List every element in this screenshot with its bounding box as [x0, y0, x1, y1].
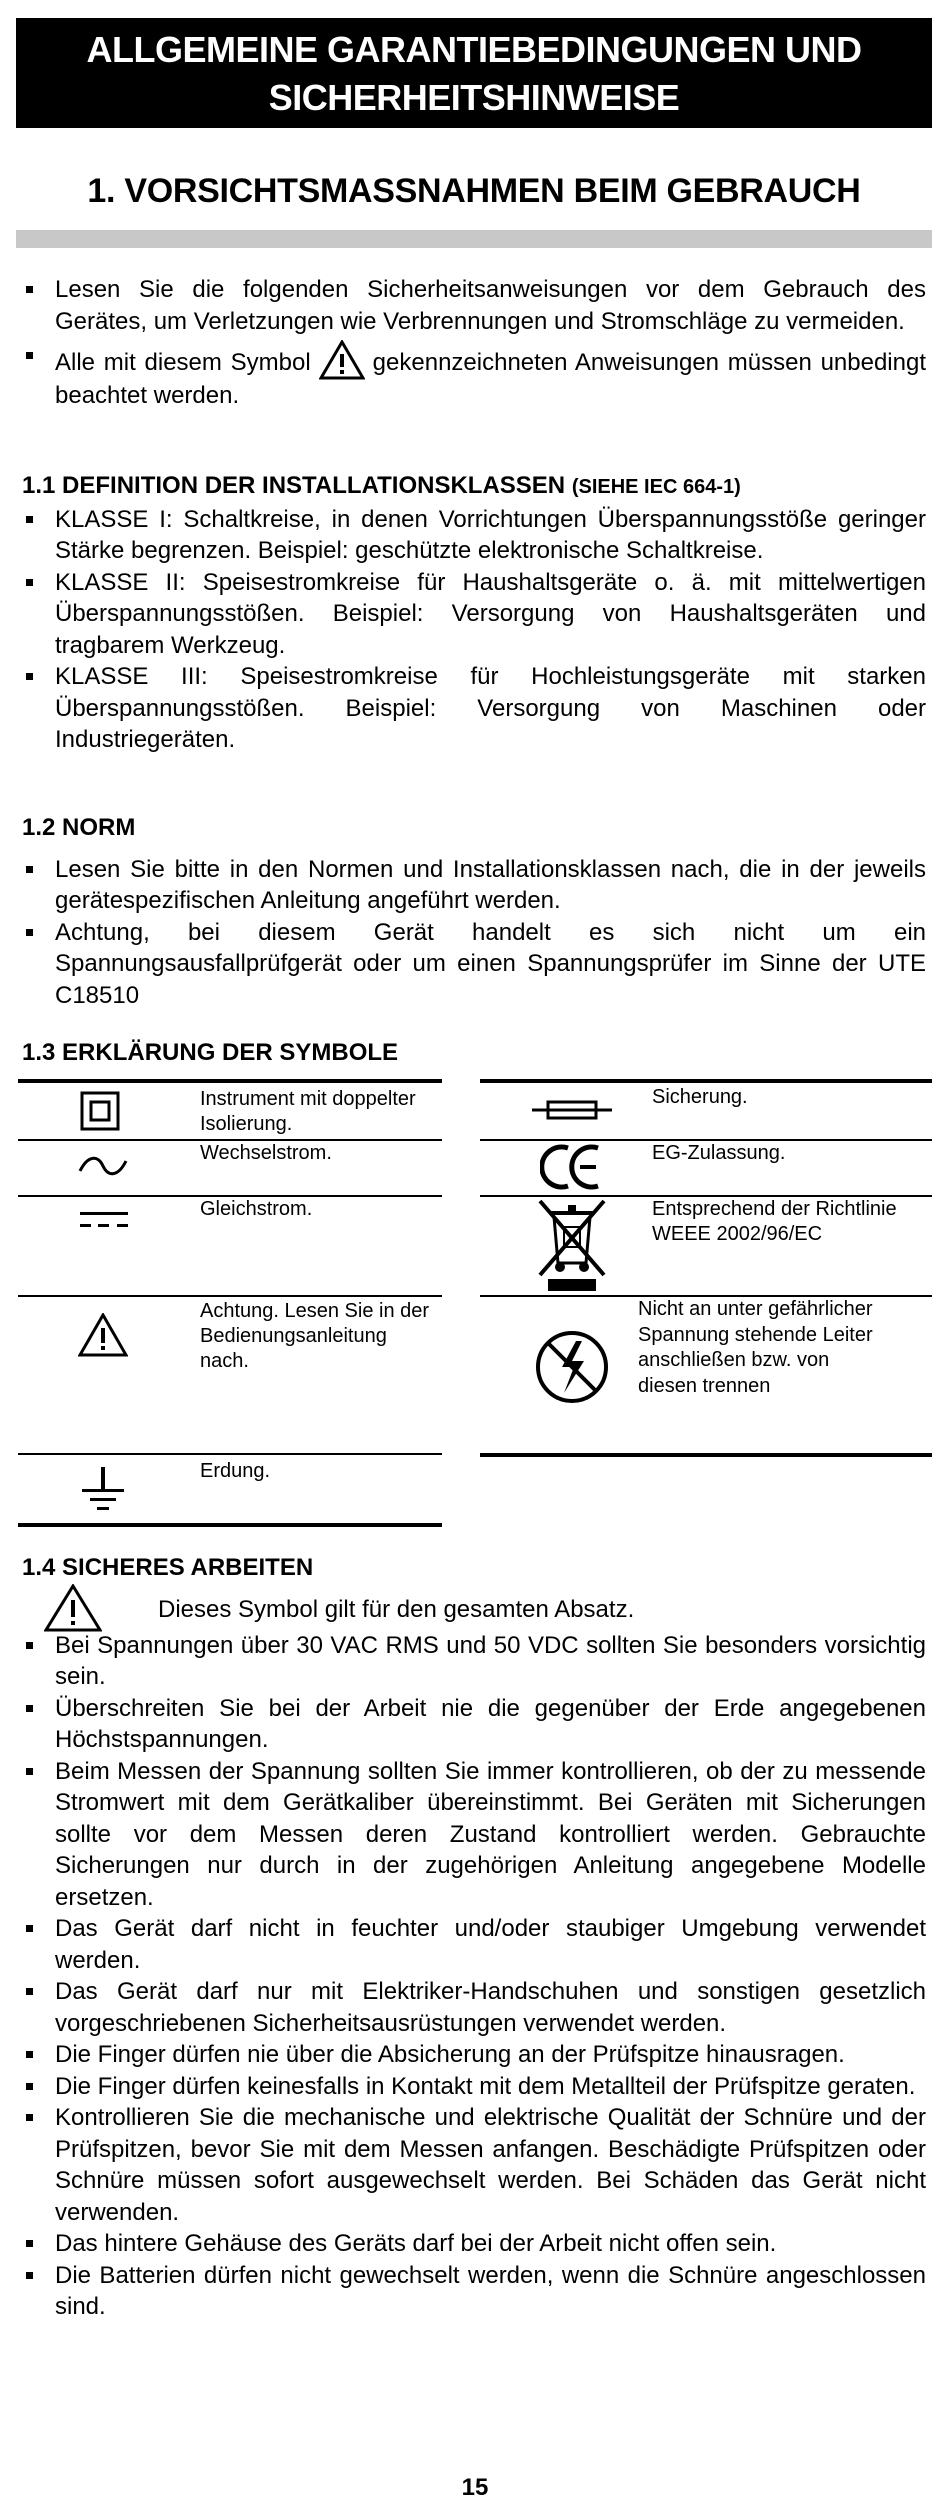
symbol-description: Sicherung. — [652, 1086, 748, 1108]
section-divider-bar — [16, 230, 932, 248]
symbol-description: EG-Zulassung. — [652, 1142, 786, 1164]
ce-mark-icon — [540, 1143, 604, 1191]
symbol-row — [18, 1139, 442, 1197]
list-item: Überschreiten Sie bei der Arbeit nie die gegenüber der Erde angegebenen Höchstspannungen. — [22, 1693, 926, 1756]
symbol-description: Achtung. Lesen Sie in der Bedienungsanleitung nach. — [200, 1300, 430, 1372]
section-1-2-title: 1.2 NORM — [22, 814, 136, 841]
section-1-3-title: 1.3 ERKLÄRUNG DER SYMBOLE — [22, 1039, 399, 1066]
header-line-1: ALLGEMEINE GARANTIEBEDINGUNGEN UND — [86, 29, 862, 70]
symbol-row — [480, 1139, 932, 1197]
section-1-title: 1. VORSICHTSMASSNAHMEN BEIM GEBRAUCH — [87, 172, 861, 210]
section-1-4-title: 1.4 SICHERES ARBEITEN — [22, 1554, 314, 1581]
list-item: Bei Spannungen über 30 VAC RMS und 50 VDC sollten Sie besonders vorsichtig sein. — [22, 1630, 926, 1693]
list-item: Kontrollieren Sie die mechanische und elektrische Qualität der Schnüre und der Prüfspitzen, bevor Sie mit dem Messen anfangen. Beschädigte Prüfspitzen oder Schnüre müssen sofort ausgewechselt werden. Bei Schäden das Gerät nicht verwenden. — [22, 2102, 926, 2228]
symbol-description: Entsprechend der Richtlinie WEEE 2002/96/EC — [652, 1198, 897, 1245]
list-item: Achtung, bei diesem Gerät handelt es sich nicht um ein Spannungsausfallprüfgerät oder um einen Spannungsprüfer im Sinne der UTE C18510 — [22, 917, 926, 1012]
symbol-table-right — [480, 1079, 932, 1457]
list-item: KLASSE II: Speisestromkreise für Haushaltsgeräte o. ä. mit mittelwertigen Überspannungsstößen. Beispiel: Versorgung von Haushaltsgeräten und tragbarem Werkzeug. — [22, 567, 926, 662]
ac-current-icon — [76, 1151, 130, 1181]
page-number: 15 — [461, 2474, 489, 2501]
list-item: Lesen Sie die folgenden Sicherheitsanweisungen vor dem Gebrauch des Gerätes, um Verletzungen wie Verbrennungen und Stromschläge zu vermeiden. — [22, 274, 926, 337]
list-item: Lesen Sie bitte in den Normen und Installationsklassen nach, die in der jeweils gerätespezifischen Anleitung angeführt werden. — [22, 854, 926, 917]
symbol-row — [480, 1295, 932, 1455]
symbol-description: Instrument mit doppelter Isolierung. — [200, 1088, 416, 1135]
symbol-row — [18, 1195, 442, 1297]
double-insulation-icon — [80, 1091, 120, 1131]
warning-triangle-icon — [44, 1584, 102, 1632]
section-1-1 — [22, 470, 926, 756]
list-item: Das Gerät darf nur mit Elektriker-Handschuhen und sonstigen gesetzlich vorgeschriebenen Sicherheitsausrüstungen verwendet werden. — [22, 1976, 926, 2039]
dc-current-icon — [78, 1207, 130, 1233]
list-item: Alle mit diesem Symbol gekennzeichneten Anweisungen müssen unbedingt beachtet werden. — [22, 340, 926, 412]
list-item: Die Finger dürfen keinesfalls in Kontakt mit dem Metallteil der Prüfspitze geraten. — [22, 2071, 926, 2103]
symbol-description: Erdung. — [200, 1460, 271, 1482]
list-item: Das Gerät darf nicht in feuchter und/oder staubiger Umgebung verwendet werden. — [22, 1913, 926, 1976]
fuse-icon — [532, 1099, 612, 1121]
symbol-row — [18, 1295, 442, 1455]
section-1-4 — [22, 1552, 926, 2323]
section-1-body — [22, 274, 926, 412]
page-header-banner — [16, 18, 932, 128]
list-item: Das hintere Gehäuse des Geräts darf bei der Arbeit nicht offen sein. — [22, 2228, 926, 2260]
header-line-2: SICHERHEITSHINWEISE — [268, 77, 680, 118]
symbol-description: Wechselstrom. — [200, 1142, 332, 1164]
list-item: KLASSE III: Speisestromkreise für Hochleistungsgeräte mit starken Überspannungsstößen. Beispiel: Versorgung von Maschinen oder Industriegeräten. — [22, 661, 926, 756]
symbol-table-left — [18, 1079, 442, 1527]
symbol-row — [480, 1195, 932, 1297]
list-item: KLASSE I: Schaltkreise, in denen Vorrichtungen Überspannungsstöße geringer Stärke begrenzen. Beispiel: geschützte elektronische Schaltkreise. — [22, 504, 926, 567]
section-1-2 — [22, 812, 926, 1011]
warning-triangle-icon — [319, 340, 365, 380]
list-item: Die Finger dürfen nie über die Absicherung an der Prüfspitze hinausragen. — [22, 2039, 926, 2071]
list-item: Die Batterien dürfen nicht gewechselt werden, wenn die Schnüre angeschlossen sind. — [22, 2260, 926, 2323]
symbol-row — [480, 1083, 932, 1141]
section-1-4-note: Dieses Symbol gilt für den gesamten Absatz. — [22, 1584, 926, 1628]
symbol-row — [18, 1083, 442, 1141]
section-1-1-title: 1.1 DEFINITION DER INSTALLATIONSKLASSEN (SIEHE IEC 664-1) — [22, 472, 741, 499]
warning-triangle-icon — [78, 1313, 128, 1357]
section-1-1-reference: (SIEHE IEC 664-1) — [571, 476, 741, 498]
symbol-description: Nicht an unter gefährlicher Spannung stehende Leiter anschließen bzw. von diesen trennen — [638, 1298, 873, 1397]
ground-icon — [80, 1465, 126, 1515]
list-item: Beim Messen der Spannung sollten Sie immer kontrollieren, ob der zu messende Stromwert mit dem Gerätkaliber übereinstimmt. Bei Geräten mit Sicherungen sollte vor dem Messen deren Zustand kontrolliert werden. Gebrauchte Sicherungen nur durch in der zugehörigen Anleitung angegebene Modelle ersetzen. — [22, 1756, 926, 1914]
symbol-description: Gleichstrom. — [200, 1198, 313, 1220]
no-live-conductor-icon — [534, 1329, 610, 1405]
weee-bin-icon — [536, 1197, 608, 1293]
symbol-row — [18, 1453, 442, 1527]
